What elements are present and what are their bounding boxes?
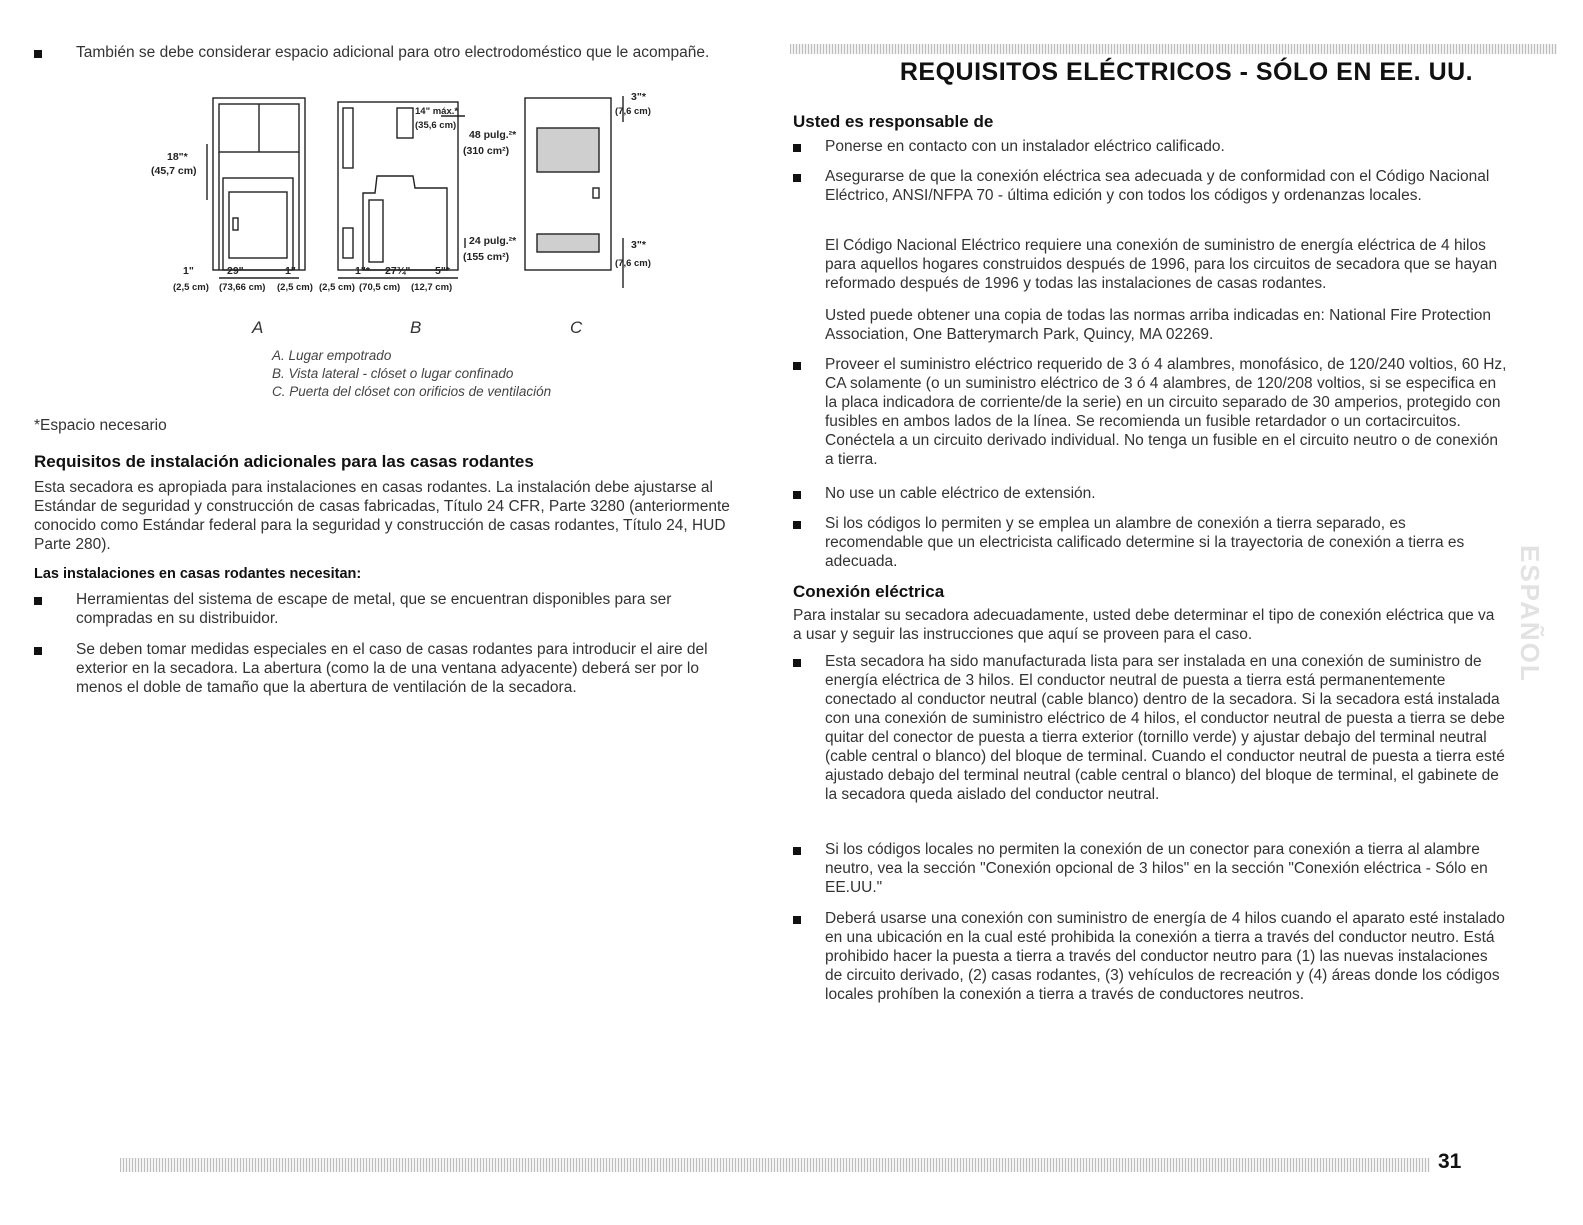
dim-18: 18"*	[167, 151, 188, 163]
dim-27: 27¾"	[385, 265, 411, 277]
dim-14-cm: (35,6 cm)	[415, 120, 457, 131]
dim-48-cm: (310 cm²)	[463, 145, 510, 157]
bullet-marker	[793, 144, 801, 152]
page-title: REQUISITOS ELÉCTRICOS - SÓLO EN EE. UU.	[899, 58, 1474, 86]
diagram-label-c: C	[570, 318, 583, 337]
dim-18-cm: (45,7 cm)	[151, 165, 197, 177]
dim-3-bot: 3"*	[631, 239, 646, 251]
heading-responsibility: Usted es responsable de	[793, 112, 994, 131]
language-side-tab: ESPAÑOL	[1515, 545, 1545, 683]
dim-14: 14" máx.*	[415, 106, 459, 117]
conn-bullet-2-text: Si los códigos locales no permiten la conexión de un conector para conexión a tierra al alambre neutro, vea la sección "Conexión opcional de 3 hilos" en la sección "Conexión eléctrica - Sólo en EE.UU."	[825, 841, 1488, 896]
dim-3-top-cm: (7,6 cm)	[615, 106, 651, 117]
bullet-marker	[793, 491, 801, 499]
top-rule	[790, 44, 1557, 54]
dim-24-cm: (155 cm²)	[463, 251, 510, 263]
diagram-captions	[272, 347, 551, 401]
bullet-marker	[34, 647, 42, 655]
intro-bullet-text: También se debe considerar espacio adicional para otro electrodoméstico que le acompañe.	[76, 44, 710, 61]
dim-24: 24 pulg.²*	[469, 235, 517, 247]
resp-bullet-2-para-1: El Código Nacional Eléctrico requiere una conexión de suministro de energía eléctrica de 4 hilos para aquellos hogares construidos después de 1996, para los circuitos de secadora que se hayan reformado después de 1996 y todas las instalaciones de casas rodantes.	[825, 237, 1498, 292]
diagram-label-a: A	[252, 318, 264, 337]
caption-b: B. Vista lateral - clóset o lugar confinado	[272, 366, 514, 381]
diagram-label-b: B	[410, 318, 422, 337]
right-page	[790, 0, 1583, 1225]
subheading-needs: Las instalaciones en casas rodantes necesitan:	[34, 566, 362, 582]
resp-bullet-2-text: Asegurarse de que la conexión eléctrica sea adecuada y de conformidad con el Código Nacional Eléctrico, ANSI/NFPA 70 - última edición y con todos los códigos y ordenanzas locales.	[825, 168, 1490, 204]
footer-rule	[120, 1158, 1430, 1172]
caption-a: A. Lugar empotrado	[272, 348, 392, 363]
dim-1a-cm: (2,5 cm)	[173, 282, 209, 293]
resp-bullet-3-text: Proveer el suministro eléctrico requerido de 3 ó 4 alambres, monofásico, de 120/240 voltios, 60 Hz, CA solamente (o un suministro eléctrico de 3 ó 4 alambres, de 120/208 voltios, si se especifica en la placa indicadora de corriente/de la serie) en un circuito separado de 30 amperios, protegido con fusibles en ambos lados de la línea. Se recomienda un fusible retardador o un cortacircuitos. Conéctela a un circuito derivado individual. No tenga un fusible en el circuito neutro o de conexión a tierra.	[825, 356, 1507, 468]
heading-mobile-homes: Requisitos de instalación adicionales para las casas rodantes	[34, 452, 534, 471]
bullet-marker	[34, 50, 42, 58]
left-page	[0, 0, 790, 1225]
conn-bullet-1-text: Esta secadora ha sido manufacturada lista para ser instalada en una conexión de suministro de energía eléctrica de 3 hilos. El conductor neutral de puesta a tierra está permanentemente conectado al conductor neutral (cable blanco) dentro de la secadora. Si la secadora está instalada con una conexión de suministro eléctrico de 4 hilos, el conductor neutral de puesta a tierra se debe quitar del conector de puesta a tierra exterior (tornillo verde) y ajustar debajo del terminal neutral (cable central o blanco) del bloque de terminal. Cuando el conductor neutral de puesta a tierra esté ajustado debajo del terminal neutral (cable central o blanco) del bloque de terminal, el gabinete de la secadora queda aislado del conductor neutral.	[825, 653, 1505, 803]
resp-bullet-1-text: Ponerse en contacto con un instalador eléctrico calificado.	[825, 138, 1225, 155]
dim-27-cm: (70,5 cm)	[359, 282, 401, 293]
dim-1c-cm: (2,5 cm)	[319, 282, 355, 293]
dim-1c: 1"*	[355, 265, 370, 277]
needs-bullet-1-text: Herramientas del sistema de escape de metal, que se encuentran disponibles para ser compradas en su distribuidor.	[76, 591, 672, 627]
dim-5: 5"*	[435, 265, 450, 277]
dim-1b-cm: (2,5 cm)	[277, 282, 313, 293]
bullet-marker	[793, 174, 801, 182]
bullet-marker	[793, 659, 801, 667]
needs-bullet-2-text: Se deben tomar medidas especiales en el caso de casas rodantes para introducir el aire del exterior en la secadora. La abertura (como la de una ventana adyacente) deberá ser por lo menos el doble de tamaño que la abertura de ventilación de la secadora.	[76, 641, 708, 696]
dryer-b	[363, 176, 447, 270]
para-electrical-connection: Para instalar su secadora adecuadamente, usted debe determinar el tipo de conexión eléctrica que va a usar y seguir las instrucciones que aquí se proveen para el caso.	[793, 607, 1495, 643]
resp-bullet-2-para-2: Usted puede obtener una copia de todas las normas arriba indicadas en: National Fire Protection Association, One Batterymarch Park, Quincy, MA 02269.	[825, 307, 1492, 343]
installation-diagram	[145, 88, 665, 338]
bullet-marker	[793, 916, 801, 924]
bullet-marker	[793, 847, 801, 855]
para-mobile-homes: Esta secadora es apropiada para instalaciones en casas rodantes. La instalación debe ajustarse al Estándar de seguridad y construcción de casas fabricadas, Título 24 CFR, Parte 3280 (anteriormente conocido como Estándar federal para la seguridad y construcción de casas rodantes, Título 24, HUD Parte 280).	[34, 479, 730, 553]
bullet-marker	[34, 597, 42, 605]
dim-5-cm: (12,7 cm)	[411, 282, 453, 293]
dim-3-bot-cm: (7,6 cm)	[615, 258, 651, 269]
top-vent	[537, 128, 599, 172]
dim-3-top: 3"*	[631, 91, 646, 103]
resp-bullet-5-text: Si los códigos lo permiten y se emplea un alambre de conexión a tierra separado, es recomendable que un electricista calificado determine si la trayectoria de conexión a tierra es adecuada.	[825, 515, 1465, 570]
dim-1b: 1"	[285, 265, 296, 277]
conn-bullet-3-text: Deberá usarse una conexión con suministro de energía de 4 hilos cuando el aparato esté instalado en una ubicación en la cual esté prohibida la conexión a tierra a través del conductor neutro. Está prohibido hacer la puesta a tierra a través del conductor neutro para (1) las nuevas instalaciones de circuito derivado, (2) casas rodantes, (3) vehículos de recreación y (4) áreas donde los códigos locales prohíben la conexión a tierra a través de conductores neutros.	[825, 910, 1505, 1003]
dim-29: 29"	[227, 265, 244, 277]
dim-1a: 1"	[183, 265, 194, 277]
bullet-marker	[793, 362, 801, 370]
dim-48: 48 pulg.²*	[469, 129, 517, 141]
bottom-vent	[537, 234, 599, 252]
footnote: *Espacio necesario	[34, 417, 167, 434]
resp-bullet-4-text: No use un cable eléctrico de extensión.	[825, 485, 1096, 502]
caption-c: C. Puerta del clóset con orificios de ventilación	[272, 384, 552, 399]
page-number: 31	[1438, 1150, 1462, 1173]
bullet-marker	[793, 521, 801, 529]
heading-electrical-connection: Conexión eléctrica	[793, 582, 945, 601]
dim-29-cm: (73,66 cm)	[219, 282, 266, 293]
